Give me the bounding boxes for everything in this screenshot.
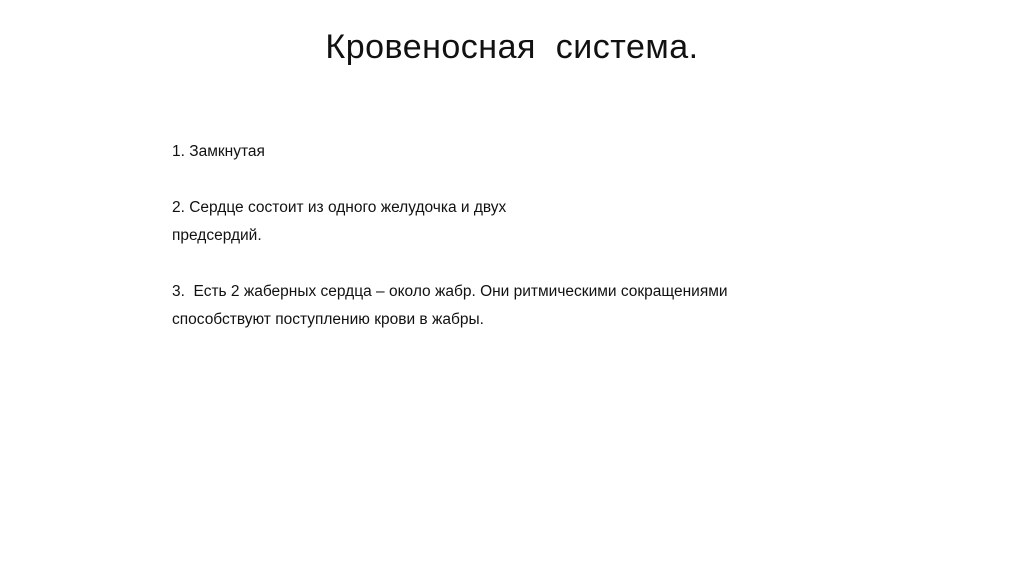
list-item-gill-hearts: 3. Есть 2 жаберных сердца – около жабр. Они ритмическими сокращениями <box>172 283 728 300</box>
list-item-heart-structure-continued: предсердий. <box>172 227 262 244</box>
slide-title: Кровеносная система. <box>325 28 699 66</box>
list-item-gill-hearts-continued: способствуют поступлению крови в жабры. <box>172 311 484 328</box>
spacer <box>172 166 872 194</box>
list-item-heart-structure: 2. Сердце состоит из одного желудочка и двух <box>172 199 507 216</box>
list-item-closed-system: 1. Замкнутая <box>172 143 265 160</box>
slide-body <box>172 138 872 334</box>
spacer <box>172 250 872 278</box>
